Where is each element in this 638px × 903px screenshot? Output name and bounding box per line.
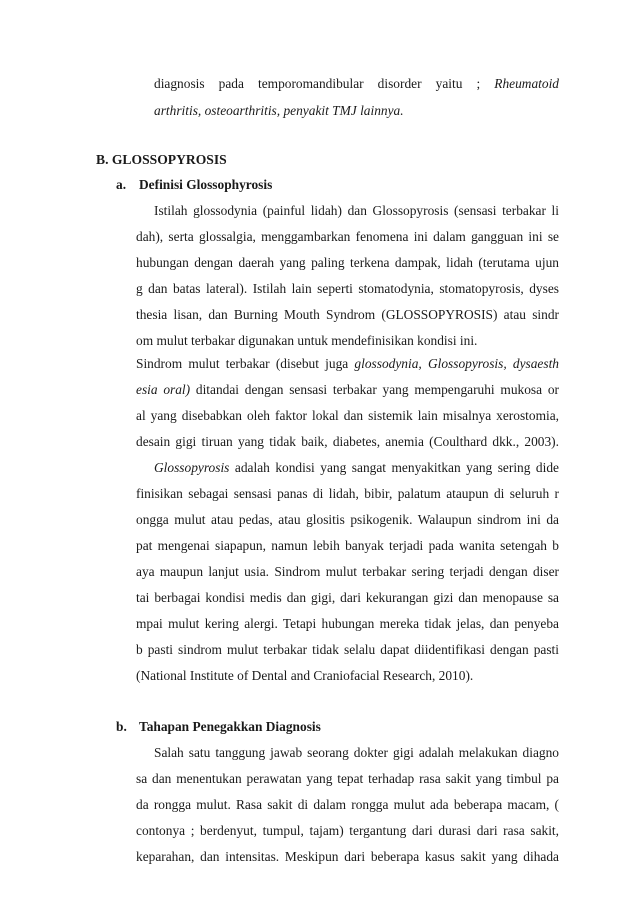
para-a1-line-2: hubungan dengan daerah yang paling terkena dampak, lidah (terutama ujun <box>136 255 559 270</box>
para-a3-line-7: b pasti sindrom mulut terbakar tidak selalu dapat diidentifikasi dengan pasti <box>136 642 559 657</box>
para-a1-line-3: g dan batas lateral). Istilah lain seperti stomatodynia, stomatopyrosis, dyses <box>136 281 559 296</box>
para-a3-line-0 <box>154 460 559 476</box>
para-a2-line-1 <box>136 382 559 398</box>
para-b1-line-4: keparahan, dan intensitas. Meskipun dari beberapa kasus sakit yang dihada <box>136 849 559 864</box>
intro-line-2: arthritis, osteoarthritis, penyakit TMJ lainnya. <box>154 103 404 118</box>
para-b1-line-2: da rongga mulut. Rasa sakit di dalam rongga mulut ada beberapa macam, ( <box>136 797 559 812</box>
subsection-b-title: Tahapan Penegakkan Diagnosis <box>139 719 321 734</box>
para-a3-line-2: ongga mulut atau pedas, atau glositis psikogenik. Walaupun sindrom ini da <box>136 512 559 527</box>
para-a1-line-5: om mulut terbakar digunakan untuk mendefinisikan kondisi ini. <box>136 333 478 348</box>
intro-line-1-italic: Rheumatoid <box>494 76 559 91</box>
para-a2-line-3: desain gigi tiruan yang tidak baik, diabetes, anemia (Coulthard dkk., 2003). <box>136 434 559 449</box>
para-a3-line-8: (National Institute of Dental and Craniofacial Research, 2010). <box>136 668 474 683</box>
para-a3-line-1: finisikan sebagai sensasi panas di lidah, bibir, palatum ataupun di seluruh r <box>136 486 559 501</box>
para-a3-line-3: pat mengenai siapapun, namun lebih banyak terjadi pada wanita setengah b <box>136 538 559 553</box>
para-a3-line-5: tai berbagai kondisi medis dan gigi, dari kekurangan gizi dan menopause sa <box>136 590 559 605</box>
para-a2-line-2: al yang disebabkan oleh faktor lokal dan sistemik lain misalnya xerostomia, <box>136 408 559 423</box>
para-a2-line-0 <box>136 356 559 372</box>
para-b1-line-1: sa dan menentukan perawatan yang tepat terhadap rasa sakit yang timbul pa <box>136 771 559 786</box>
para-a3-line-6: mpai mulut kering alergi. Tetapi hubungan mereka tidak jelas, dan penyeba <box>136 616 559 631</box>
section-heading: B. GLOSSOPYROSIS <box>96 152 227 167</box>
para-b1-line-3: contonya ; berdenyut, tumpul, tajam) tergantung dari durasi dari rasa sakit, <box>136 823 559 838</box>
subsection-a-label: a. <box>116 177 127 192</box>
subsection-b-label: b. <box>116 719 127 734</box>
para-a1-line-0: Istilah glossodynia (painful lidah) dan Glossopyrosis (sensasi terbakar li <box>154 203 559 218</box>
para-a3-line-0-plain: adalah kondisi yang sangat menyakitkan yang sering dide <box>229 460 559 475</box>
para-a2-line-0-plain: Sindrom mulut terbakar (disebut juga <box>136 356 355 371</box>
intro-line-1 <box>154 76 559 92</box>
subsection-a-title: Definisi Glossophyrosis <box>139 177 273 192</box>
para-a2-line-1-plain: ditandai dengan sensasi terbakar yang mempengaruhi mukosa or <box>190 382 559 397</box>
para-a3-line-0-italic: Glossopyrosis <box>154 460 230 475</box>
para-a2-line-0-italic: glossodynia, Glossopyrosis, dysaesth <box>354 356 559 371</box>
para-a1-line-1: dah), serta glossalgia, menggambarkan fenomena ini dalam gangguan ini se <box>136 229 559 244</box>
para-a2-line-1-italic: esia oral) <box>136 382 191 397</box>
intro-line-1-text: diagnosis pada temporomandibular disorder yaitu ; <box>154 76 481 91</box>
para-a1-line-4: thesia lisan, dan Burning Mouth Syndrom (GLOSSOPYROSIS) atau sindr <box>136 307 559 322</box>
para-a3-line-4: aya maupun lanjut usia. Sindrom mulut terbakar sering terjadi dengan diser <box>136 564 559 579</box>
para-b1-line-0: Salah satu tanggung jawab seorang dokter gigi adalah melakukan diagno <box>154 745 559 760</box>
